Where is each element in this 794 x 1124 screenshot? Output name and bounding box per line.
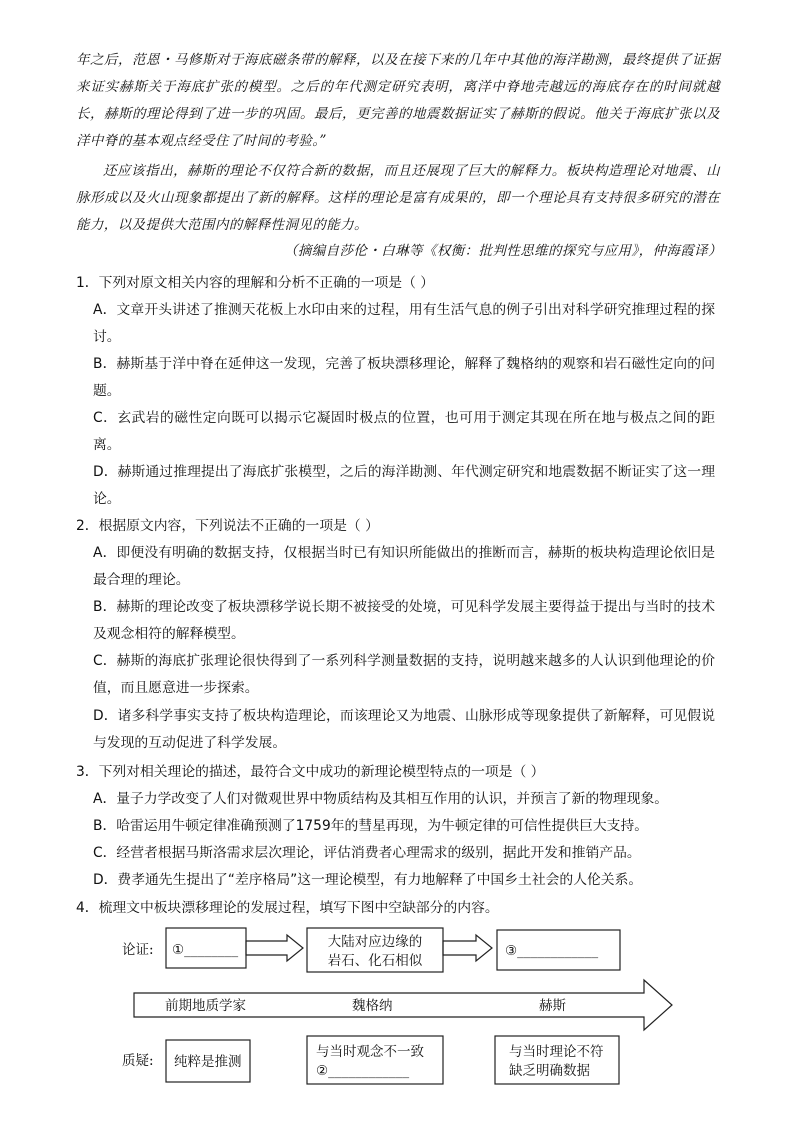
question-2-option-a: A．即便没有明确的数据支持，仅根据当时已有知识所能做出的推断而言，赫斯的板块构造理论依旧是最合理的理论。 xyxy=(93,545,715,588)
question-3-option-b: B．哈雷运用牛顿定律准确预测了1759年的彗星再现，为牛顿定律的可信性提供巨大支持。 xyxy=(93,818,649,834)
doubt-box-3-line-1: 与当时理论不符 xyxy=(509,1044,604,1060)
question-2-option-d: D．诸多科学事实支持了板块构造理论，而该理论又为地震、山脉形成等现象提供了新解释，可见假说与发现的互动促进了科学发展。 xyxy=(93,708,715,751)
question-1-option-a: A．文章开头讲述了推测天花板上水印由来的过程，用有生活气息的例子引出对科学研究推理过程的探讨。 xyxy=(93,302,715,345)
argument-label: 论证: xyxy=(122,942,154,958)
argument-box-1-text: ①________ xyxy=(172,942,239,958)
question-2-stem: 2．根据原文内容，下列说法不正确的一项是（ ） xyxy=(76,518,379,534)
doubt-box-3-line-2: 缺乏明确数据 xyxy=(509,1063,590,1079)
timeline-label-wegener: 魏格纳 xyxy=(352,998,393,1014)
question-1-option-c: C．玄武岩的磁性定向既可以揭示它凝固时极点的位置，也可用于测定其现在所在地与极点之间的距离。 xyxy=(93,410,715,453)
question-1-option-b: B．赫斯基于洋中脊在延伸这一发现，完善了板块漂移理论，解释了魏格纳的观察和岩石磁性定向的问题。 xyxy=(93,356,715,399)
question-4-stem: 4．梳理文中板块漂移理论的发展过程，填写下图中空缺部分的内容。 xyxy=(76,900,499,916)
question-3-option-c: C．经营者根据马斯洛需求层次理论，评估消费者心理需求的级别，据此开发和推销产品。 xyxy=(93,845,641,861)
arrow-1-icon xyxy=(246,935,303,961)
argument-box-3-text: ③____________ xyxy=(505,943,599,959)
doubt-box-1-text: 纯粹是推测 xyxy=(174,1054,242,1070)
passage-paragraph-2: 还应该指出，赫斯的理论不仅符合新的数据，而且还展现了巨大的解释力。板块构造理论对地震、山脉形成以及火山现象都提出了新的解释。这样的理论是富有成果的，即一个理论具有支持很多研究的潜在能力，以及提供大范围内的解释性洞见的能力。 xyxy=(76,163,720,233)
passage-source: （摘编自莎伦・白琳等《权衡：批判性思维的探究与应用》，仲海霞译） xyxy=(283,243,722,259)
question-2-option-b: B．赫斯的理论改变了板块漂移学说长期不被接受的处境，可见科学发展主要得益于提出与当时的技术及观念相符的解释模型。 xyxy=(93,599,715,642)
argument-box-2-line-2: 岩石、化石相似 xyxy=(327,953,423,969)
question-3-option-a: A．量子力学改变了人们对微观世界中物质结构及其相互作用的认识，并预言了新的物理现象。 xyxy=(93,791,669,807)
question-2-option-c: C．赫斯的海底扩张理论很快得到了一系列科学测量数据的支持，说明越来越多的人认识到他理论的价值，而且愿意进一步探索。 xyxy=(93,653,715,696)
timeline-label-hess: 赫斯 xyxy=(539,998,566,1014)
question-1-option-d: D．赫斯通过推理提出了海底扩张模型，之后的海洋勘测、年代测定研究和地震数据不断证实了这一理论。 xyxy=(93,464,715,507)
argument-box-2-line-1: 大陆对应边缘的 xyxy=(327,934,423,950)
timeline-label-early-geologists: 前期地质学家 xyxy=(165,998,246,1014)
question-3-option-d: D．费孝通先生提出了“差序格局”这一理论模型，有力地解释了中国乡土社会的人伦关系。 xyxy=(93,872,643,888)
question-1-stem: 1．下列对原文相关内容的理解和分析不正确的一项是（ ） xyxy=(76,275,435,291)
doubt-label: 质疑: xyxy=(122,1053,154,1069)
doubt-box-2-line-2: ②____________ xyxy=(316,1063,410,1079)
arrow-2-icon xyxy=(443,935,492,961)
question-3-stem: 3．下列对相关理论的描述，最符合文中成功的新理论模型特点的一项是（ ） xyxy=(76,764,545,780)
doubt-box-2-line-1: 与当时观念不一致 xyxy=(316,1044,424,1060)
passage-paragraph-1: 年之后，范恩・马修斯对于海底磁条带的解释，以及在接下来的几年中其他的海洋勘测，最终提供了证据来证实赫斯关于海底扩张的模型。之后的年代测定研究表明，离洋中脊地壳越远的海底存在的时间就越长，赫斯的理论得到了进一步的巩固。最后，更完善的地震数据证实了赫斯的假说。他关于海底扩张以及洋中脊的基本观点经受住了时间的考验。” xyxy=(76,52,720,149)
